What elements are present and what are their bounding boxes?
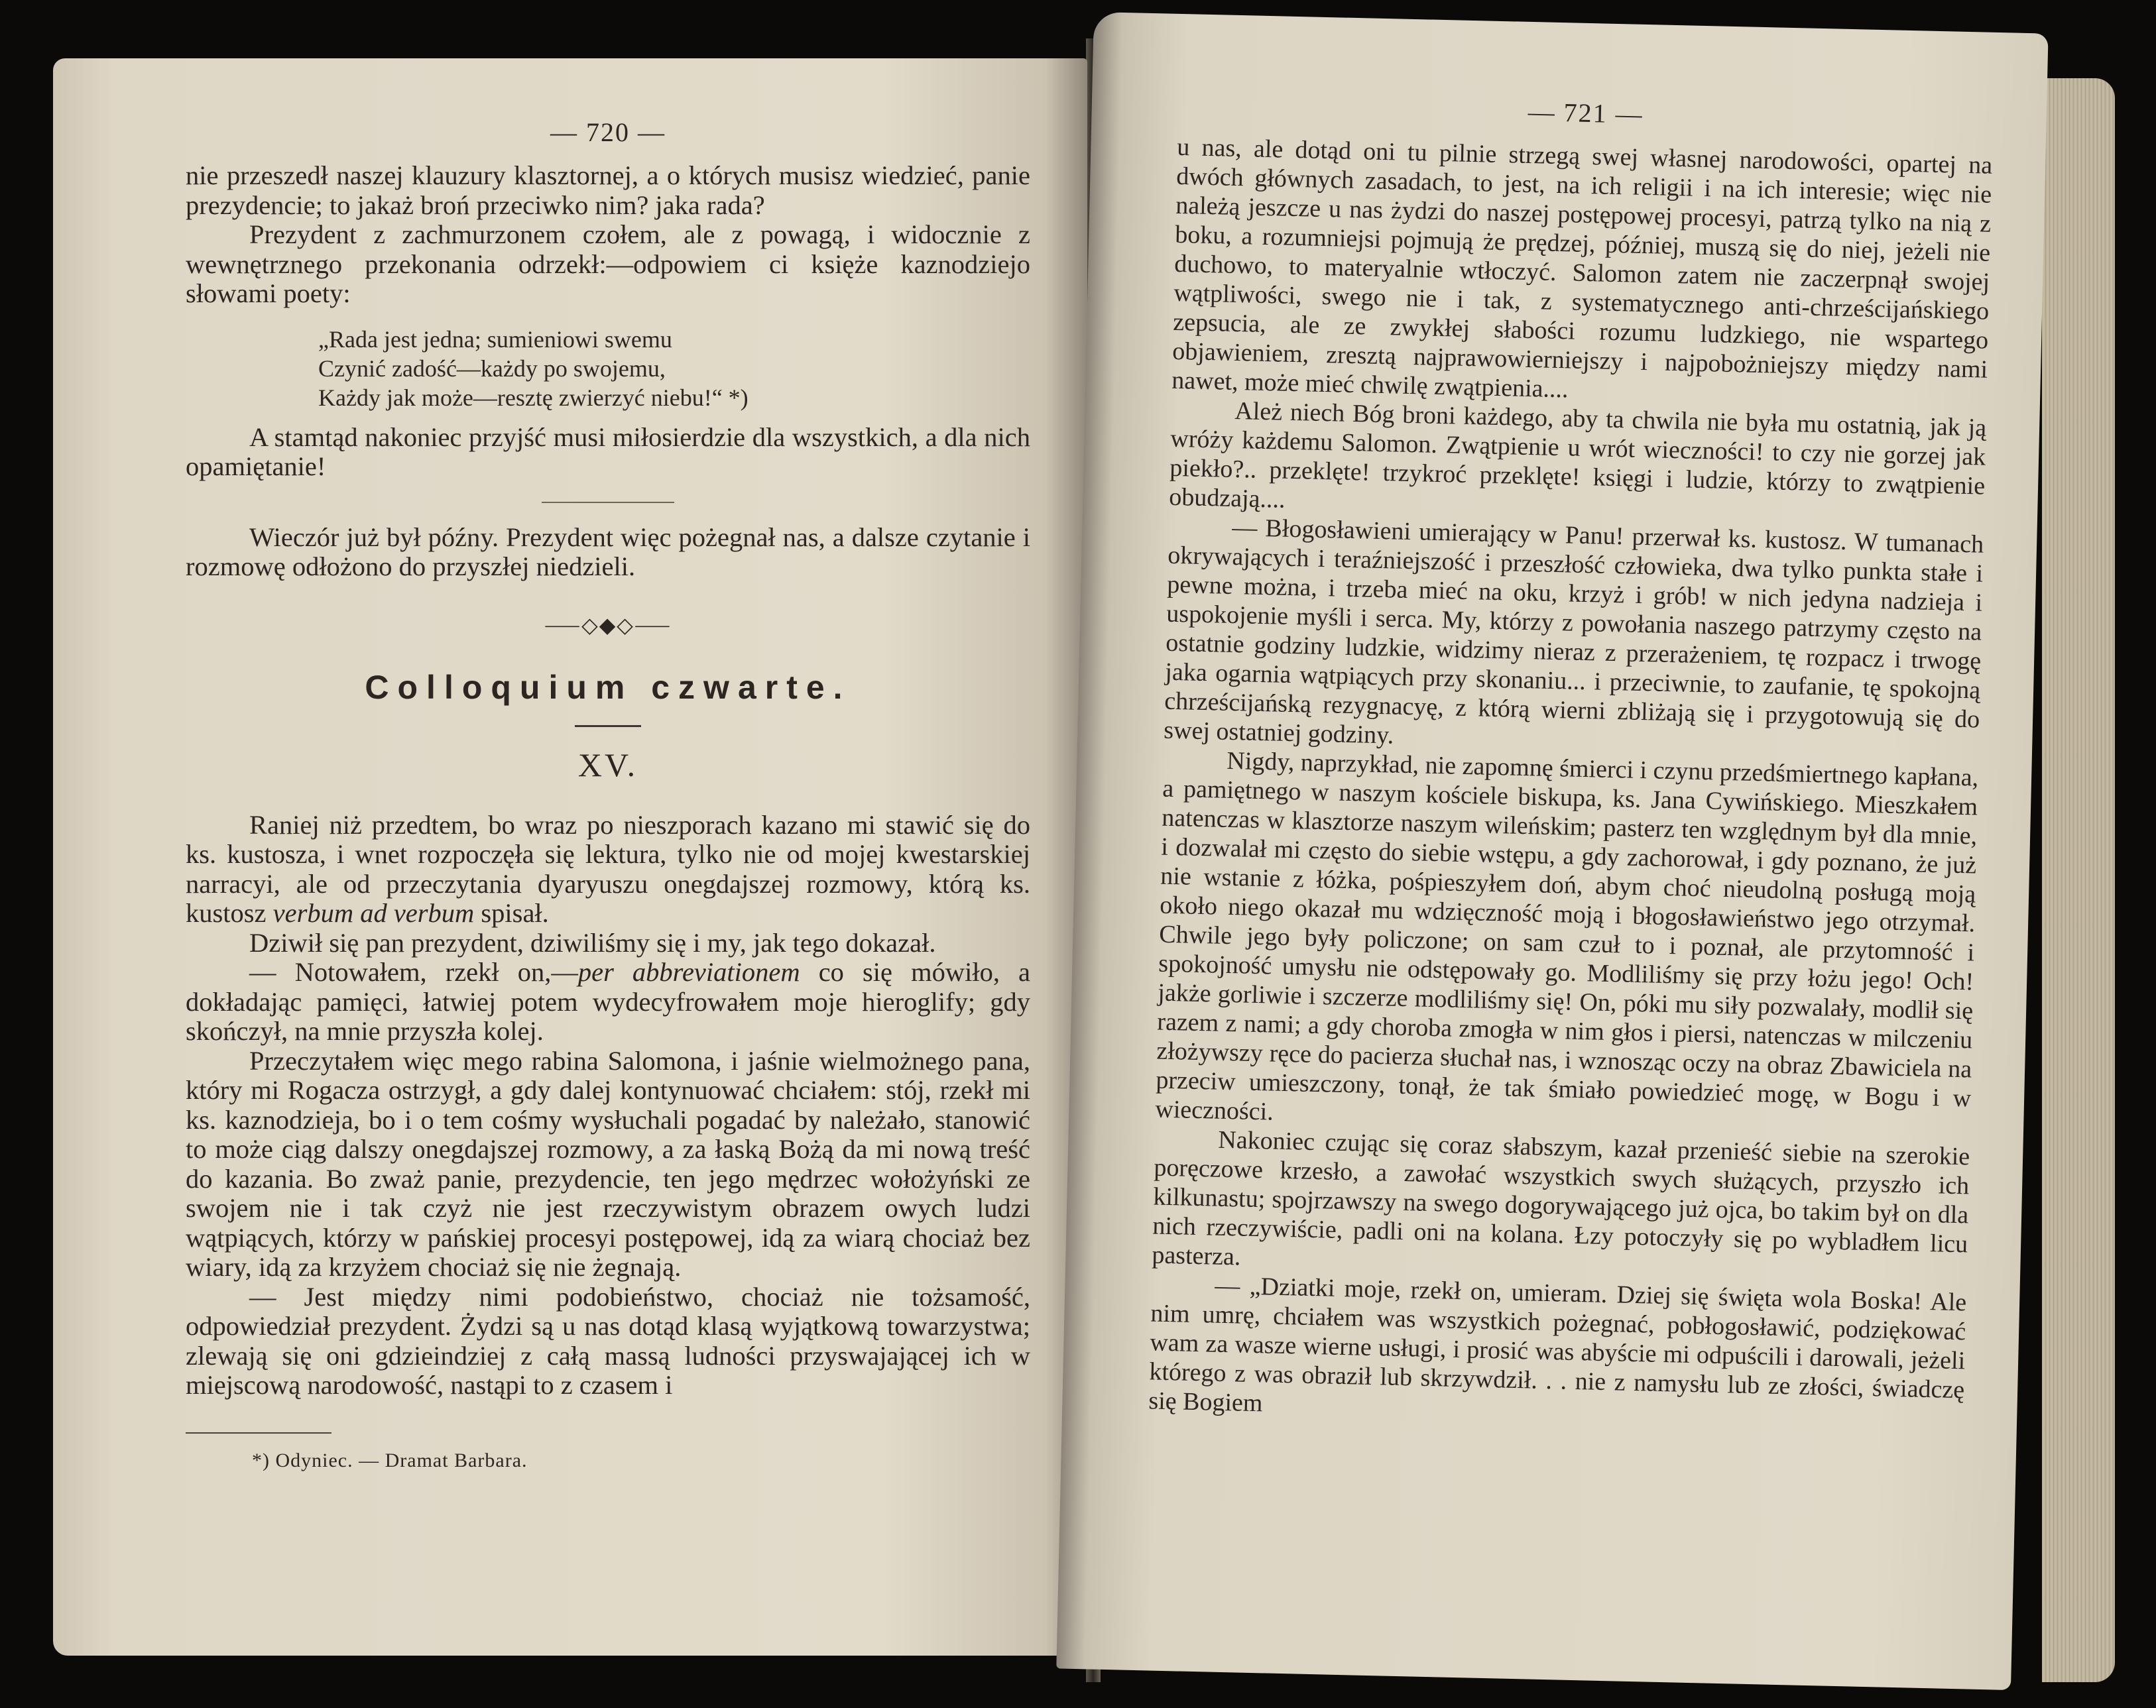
footnote-rule <box>186 1432 331 1434</box>
paragraph: nie przeszedł naszej klauzury klasztornej, a o których musisz wiedzieć, panie prezydencie; to jakaż broń przeciwko nim? jaka rada? <box>186 160 1030 220</box>
paragraph: Nigdy, naprzykład, nie zapomnę śmierci i czynu przedśmiertnego kapłana, a pamiętnego w naszym kościele biskupa, ks. Jana Cywińskiego. Mieszkałem natenczas w klasztorze naszym wileńskim; pasterz ten względnym był dla mnie, i dozwalał mi często do siebie wstępu, a gdy zachorował, i gdy poznano, że już nie wstanie z łóżka, pośpieszyłem doń, abym choć nieudolną posługą moją około niego okazał mu wdzięczność moją i błogosławieństwo jego otrzymał. Chwile jego były policzone; on sam czuł to i poznał, ale przytomność i spokojność umysłu nie odstępowały go. Modliliśmy się przy łożu jego! Och! jakże gorliwie i szczerze modliliśmy się! On, póki mu siły pozwalały, modlił się razem z nami; a gdy choroba zmogła w nim głos i piersi, natenczas w milczeniu złożywszy ręce do pacierza słuchał nas, i wznosząc oczy na obraz Zbawiciela na przeciw umieszczony, tonął, że tak śmiało powiedzieć mogę, w Bogu i w wieczności. <box>1154 746 1979 1126</box>
left-page <box>53 58 1087 1656</box>
page-number: — 721 — <box>1527 96 1644 129</box>
verse-quote <box>318 325 1030 412</box>
section-title: Colloquium czwarte. <box>365 668 851 706</box>
paragraph: Ależ niech Bóg broni każdego, aby ta chwila nie była mu ostatnią, jak ją wróży każdemu Salomon. Zwątpienie u wrót wieczności! to czy nie gorzej jak piekło?.. przeklęte! trzykroć przeklęte! księgi i ludzie, którzy to zwątpienie obudzają.... <box>1168 396 1987 514</box>
paragraph: — Jest między nimi podobieństwo, chociaż nie tożsamość, odpowiedział prezydent. Żydzi są u nas dotąd klasą wyjątkową towarzystwa; zlewają się oni gdzieindziej z całą massą ludności przyswajającej ich w miejscową narodowość, nastąpi to z czasem i <box>186 1281 1030 1400</box>
ornament-divider: ⸺◇◆◇⸺ <box>544 612 672 637</box>
paragraph: Raniej niż przedtem, bo wraz po nieszporach kazano mi stawić się do ks. kustosza, i wnet rozpoczęła się lektura, tylko nie od mojej kwestarskiej narracyi, ale od przeczytania dyaryuszu onegdajszej rozmowy, którą ks. kustosz verbum ad verbum spisał. <box>186 809 1030 928</box>
italic-phrase: verbum ad verbum <box>272 898 475 928</box>
page-number: — 720 — <box>550 117 666 147</box>
right-page <box>1056 12 2048 1690</box>
divider <box>542 502 674 503</box>
open-book <box>27 12 2115 1695</box>
paragraph: Dziwił się pan prezydent, dziwiliśmy się i my, jak tego dokazał. <box>249 927 936 958</box>
verse-line: Każdy jak może—resztę zwierzyć niebu!“ *) <box>318 384 749 411</box>
divider <box>575 725 641 727</box>
paragraph: Wieczór już był późny. Prezydent więc pożegnał nas, a dalsze czytanie i rozmowę odłożono do przyszłej niedzieli. <box>186 522 1030 581</box>
footnote: *) Odyniec. — Dramat Barbara. <box>252 1449 528 1471</box>
paragraph: — Notowałem, rzekł on,—per abbreviationem co się mówiło, a dokładając pamięci, łatwiej potem wydecyfrowałem moje hieroglify; gdy skończył, na mnie przyszła kolej. <box>186 957 1030 1046</box>
page-edges <box>2042 78 2115 1682</box>
paragraph: Nakoniec czując się coraz słabszym, kazał przenieść siebie na szerokie poręczowe krzesło, a zawołać wszystkich swych służących, przyszło ich kilkunastu; spojrzawszy na swego dogorywającego już ojca, bo takim był on dla nich rzeczywiście, padli oni na kolana. Łzy potoczyły się po wybladłem licu pasterza. <box>1151 1125 1970 1271</box>
paragraph: — Błogosławieni umierający w Panu! przerwał ks. kustosz. W tumanach okrywających i teraźniejszość i przeszłość człowieka, dwa tylko punkta stałe i pewne można, i trzeba mieć na oku, krzyż i grób! w nich jedyna nadzieja i uspokojenie myśli i serca. My, którzy z powołania naszego patrzymy często na ostatnie godziny ludzkie, widzimy nieraz z przerażeniem, tę rozpacz i trwogę jaka ogarnia wątpiących przy skonaniu... i przeciwnie, to zaufanie, tę spokojną chrześcijańską rezygnacyę, z którą wierni zbliżają się i przygotowują się do swej ostatniej godziny. <box>1163 513 1984 750</box>
verse-line: „Rada jest jedna; sumieniowi swemu <box>318 325 672 353</box>
paragraph: Prezydent z zachmurzonem czołem, ale z powagą, i widocznie z wewnętrznego przekonania odrzekł:—odpowiem ci księże kaznodziejo słowami poety: <box>186 219 1030 308</box>
chapter-number: XV. <box>577 746 638 783</box>
paragraph: — „Dziatki moje, rzekł on, umieram. Dziej się święta wola Boska! Ale nim umrę, chciałem was wszystkich pożegnać, pobłogosławić, podziękować wam za wasze wierne usługi, i prosić was abyście mi odpuścili i darowali, jeżeli którego z was obraził lub skrzywdził. . . nie z namysłu lub ze złości, świadczę się Bogiem <box>1148 1271 1967 1418</box>
italic-phrase: per abbreviationem <box>577 957 800 987</box>
verse-line: Czynić zadość—każdy po swojemu, <box>318 355 666 382</box>
paragraph: A stamtąd nakoniec przyjść musi miłosierdzie dla wszystkich, a dla nich opamiętanie! <box>186 422 1030 481</box>
paragraph: Przeczytałem więc mego rabina Salomona, i jaśnie wielmożnego pana, który mi Rogacza ostrzygł, a gdy dalej kontynuować chciałem: stój, rzekł mi ks. kaznodzieja, bo i o tem cośmy wysłuchali pogadać by należało, stanowić to może ciąg dalszy onegdajszej rozmowy, a za łaską Bożą da mi nową treść do kazania. Bo zważ panie, prezydencie, ten jego mędrzec wołożyński ze swojem nie i tak czyż nie jest rzeczywistym obrazem owych ludzi wątpiących, którzy w pańskiej procesyi postępowej, idą za wiarą chociaż bez wiary, idą za krzyżem chociaż się nie żegnają. <box>186 1045 1030 1282</box>
paragraph: u nas, ale dotąd oni tu pilnie strzegą swej własnej narodowości, opartej na dwóch głównych zasadach, to jest, na ich religii i na ich interesie; więc nie należą jeszcze u nas żydzi do naszej postępowej procesyi, patrzą tylko na nią z boku, a rozumniejsi pojmują że prędzej, później, muszą się do niej, jeżeli nie duchowo, to materyalnie wtłoczyć. Salomon zatem nie zaczerpnął swojej wątpliwości, swego nie i tak, z systematycznego anti-chrześcijańskiego zepsucia, ale ze zwykłej słabości rozumu ludzkiego, nie wspartego objawieniem, zresztą najprawowierniejszy i najpobożniejszy między nami nawet, może mieć chwilę zwątpienia.... <box>1171 133 1993 404</box>
